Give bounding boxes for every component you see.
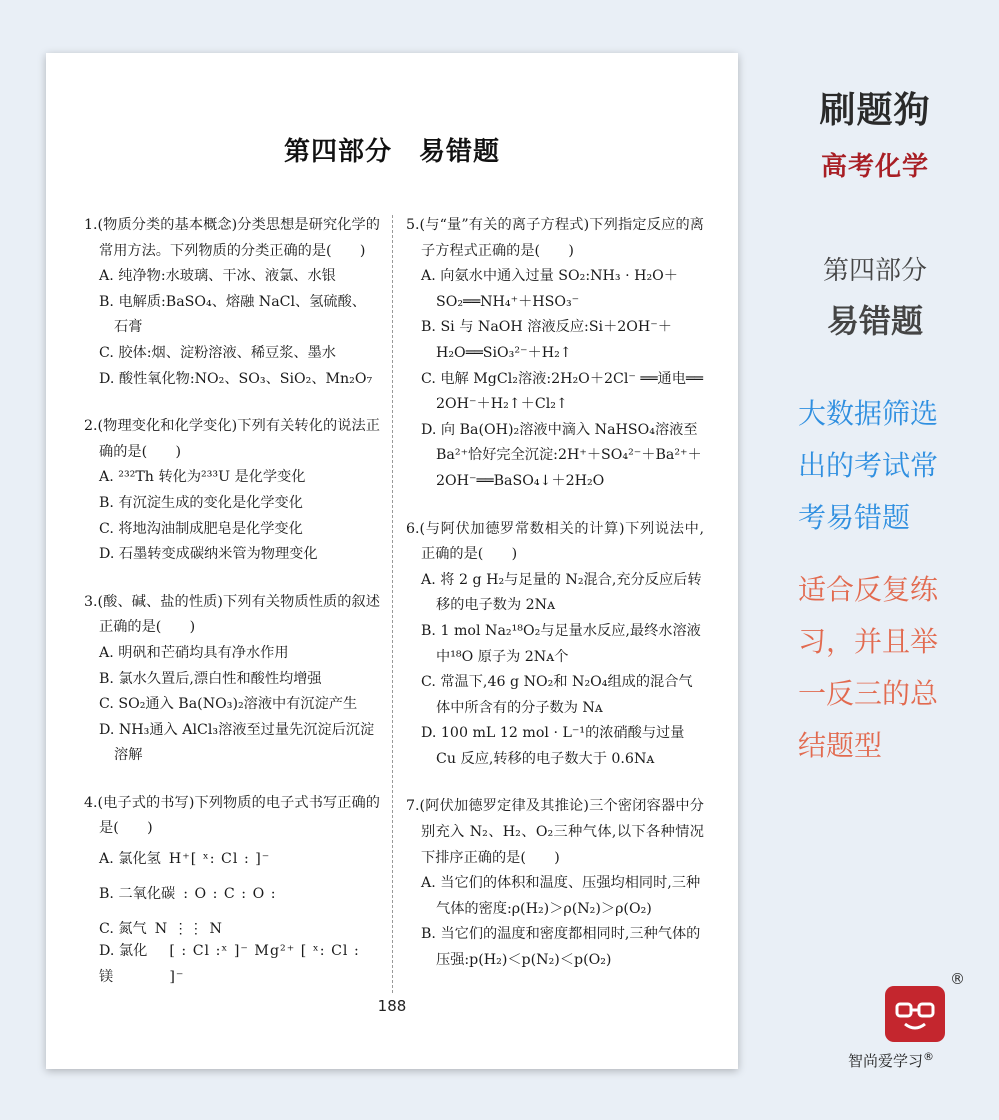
promo-line: 适合反复练 bbox=[798, 573, 939, 606]
question-stem: 5.(与“量”有关的离子方程式)下列指定反应的离子方程式正确的是( ) bbox=[406, 217, 704, 259]
question-4 bbox=[84, 791, 380, 985]
document-page bbox=[46, 53, 738, 1069]
option-d: D. 酸性氧化物:NO₂、SO₃、SiO₂、Mn₂O₇ bbox=[99, 370, 373, 387]
option-label: D. 氯化镁 bbox=[99, 942, 148, 985]
question-5 bbox=[406, 213, 704, 495]
option-d bbox=[84, 942, 380, 985]
question-2 bbox=[84, 414, 380, 568]
question-7 bbox=[406, 794, 704, 973]
option-d: D. 向 Ba(OH)₂溶液中滴入 NaHSO₄溶液至 Ba²⁺恰好完全沉淀:2H⁺＋SO₄²⁻＋Ba²⁺＋2OH⁻══BaSO₄↓＋2H₂O bbox=[421, 421, 702, 489]
option-a: A. ²³²Th 转化为²³³U 是化学变化 bbox=[99, 469, 306, 486]
promo-blue-text bbox=[798, 388, 938, 544]
option-a: A. 将 2 g H₂与足量的 N₂混合,充分反应后转移的电子数为 2Nᴀ bbox=[421, 571, 702, 614]
option-a: A. 纯净物:水玻璃、干冰、液氯、水银 bbox=[99, 268, 336, 285]
option-b: B. 氯水久置后,漂白性和酸性均增强 bbox=[99, 670, 322, 687]
option-b: B. 有沉淀生成的变化是化学变化 bbox=[99, 494, 303, 511]
electron-formula: : O : C : O : bbox=[183, 885, 277, 902]
option-a: A. 明矾和芒硝均具有净水作用 bbox=[99, 644, 289, 661]
part-name: 易错题 bbox=[826, 302, 923, 340]
promo-line: 考易错题 bbox=[798, 501, 911, 534]
option-d: D. NH₃通入 AlCl₃溶液至过量先沉淀后沉淀溶解 bbox=[99, 721, 375, 764]
question-stem: 2.(物理变化和化学变化)下列有关转化的说法正确的是( ) bbox=[84, 418, 380, 460]
option-b: B. 1 mol Na₂¹⁸O₂与足量水反应,最终水溶液中¹⁸O 原子为 2Nᴀ个 bbox=[421, 622, 701, 665]
question-stem: 3.(酸、碱、盐的性质)下列有关物质性质的叙述正确的是( ) bbox=[84, 593, 380, 636]
subject-label: 高考化学 bbox=[820, 152, 929, 182]
option-c: C. 常温下,46 g NO₂和 N₂O₄组成的混合气体中所含有的分子数为 Nᴀ bbox=[421, 674, 693, 716]
option-b: B. 当它们的温度和密度都相同时,三种气体的压强:p(H₂)＜p(N₂)＜p(O₂) bbox=[421, 926, 701, 969]
promo-line: 出的考试常 bbox=[798, 449, 939, 482]
question-stem: 7.(阿伏加德罗定律及其推论)三个密闭容器中分别充入 N₂、H₂、O₂三种气体,以下各种情况下排序正确的是( ) bbox=[406, 798, 704, 866]
option-b: B. 电解质:BaSO₄、熔融 NaCl、氢硫酸、石膏 bbox=[99, 293, 366, 336]
option-d: D. 100 mL 12 mol · L⁻¹的浓硝酸与过量Cu 反应,转移的电子数大于 0.6Nᴀ bbox=[421, 725, 685, 767]
promo-line: 一反三的总 bbox=[798, 677, 939, 710]
page-number: 188 bbox=[377, 997, 407, 1015]
promo-line: 结题型 bbox=[798, 729, 883, 762]
promo-line: 习，并且举 bbox=[798, 625, 939, 658]
option-c: C. 将地沟油制成肥皂是化学变化 bbox=[99, 520, 303, 537]
page-title: 第四部分 易错题 bbox=[283, 137, 500, 167]
option-a bbox=[84, 842, 380, 877]
option-d: D. 石墨转变成碳纳米管为物理变化 bbox=[99, 546, 318, 563]
option-label: B. 二氧化碳 bbox=[99, 885, 176, 902]
option-a: A. 当它们的体积和温度、压强均相同时,三种气体的密度:ρ(H₂)＞ρ(N₂)＞ρ(O₂) bbox=[421, 875, 701, 917]
question-1 bbox=[84, 213, 380, 392]
promo-line: 大数据筛选 bbox=[798, 397, 939, 430]
electron-formula: [ : Cl :ˣ ]⁻ Mg²⁺ [ ˣ: Cl : ]⁻ bbox=[169, 942, 360, 985]
logo-caption: 智尚爱学习® bbox=[848, 1050, 935, 1070]
question-3 bbox=[84, 590, 380, 769]
left-column bbox=[84, 213, 380, 1004]
brand-logo-icon bbox=[885, 986, 945, 1042]
electron-formula: N ⋮⋮ N bbox=[154, 920, 223, 937]
option-label: A. 氯化氢 bbox=[99, 850, 161, 867]
option-a: A. 向氨水中通入过量 SO₂:NH₃ · H₂O＋SO₂══NH₄⁺＋HSO₃⁻ bbox=[421, 268, 678, 310]
option-b: B. Si 与 NaOH 溶液反应:Si＋2OH⁻＋H₂O══SiO₃²⁻＋H₂↑ bbox=[421, 319, 672, 361]
part-label: 第四部分 bbox=[822, 256, 927, 286]
question-stem: 4.(电子式的书写)下列物质的电子式书写正确的是( ) bbox=[84, 794, 380, 837]
registered-mark: ® bbox=[950, 970, 965, 988]
option-c: C. 电解 MgCl₂溶液:2H₂O＋2Cl⁻ ══通电══ 2OH⁻＋H₂↑＋Cl₂↑ bbox=[421, 370, 703, 413]
option-c: C. SO₂通入 Ba(NO₃)₂溶液中有沉淀产生 bbox=[99, 696, 358, 713]
brand-logo-text: 刷题狗 bbox=[819, 90, 931, 131]
option-c: C. 胶体:烟、淀粉溶液、稀豆浆、墨水 bbox=[99, 344, 336, 361]
question-6 bbox=[406, 517, 704, 773]
question-stem: 6.(与阿伏加德罗常数相关的计算)下列说法中,正确的是( ) bbox=[406, 520, 704, 563]
question-stem: 1.(物质分类的基本概念)分类思想是研究化学的常用方法。下列物质的分类正确的是( ) bbox=[84, 217, 380, 259]
option-label: C. 氮气 bbox=[99, 920, 147, 937]
electron-formula: H⁺[ ˣ: Cl : ]⁻ bbox=[168, 850, 271, 867]
column-divider bbox=[392, 215, 393, 993]
promo-orange-text bbox=[798, 564, 938, 772]
right-column bbox=[406, 213, 704, 996]
option-b bbox=[84, 877, 380, 912]
